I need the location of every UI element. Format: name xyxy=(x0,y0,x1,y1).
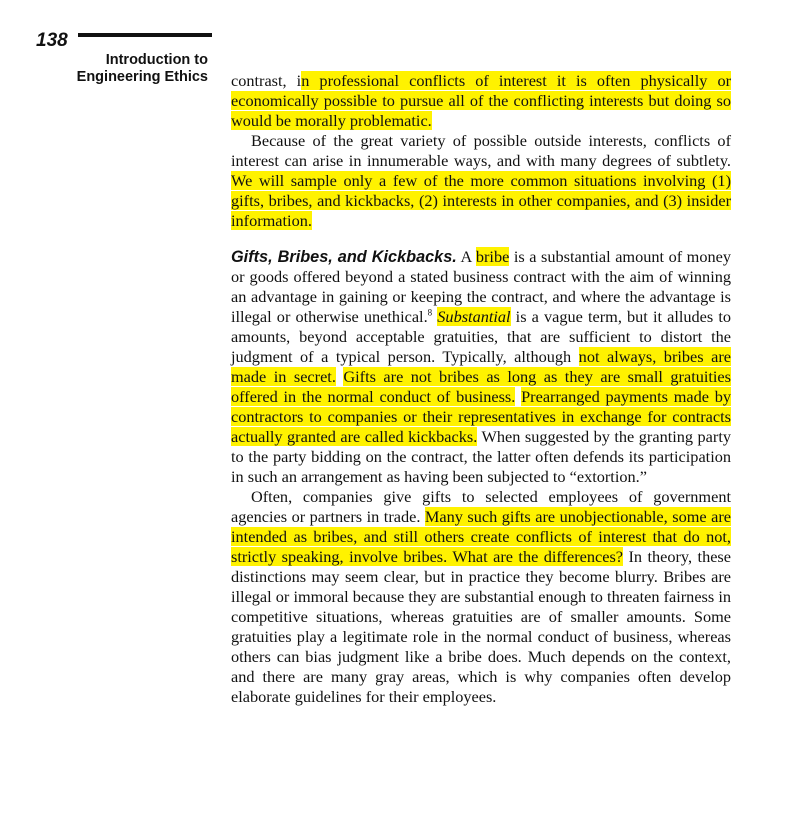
running-head-line-2: Engineering Ethics xyxy=(76,69,208,85)
text-run: Often, companies give gifts to selected employees of government agencies or partners in trade. xyxy=(231,487,731,526)
paragraph-4 xyxy=(231,487,731,707)
highlighted-text: n professional conflicts of interest it is often physically or economically possible to pursue all of the conflicting interests but doing so would be morally problematic. xyxy=(231,71,732,130)
header-rule xyxy=(78,33,212,37)
text-run: In theory, these distinctions may seem clear, but in practice they become blurry. Bribes are illegal or immoral because they are substantial enough to threaten fairness in competitive situations, whereas gratuities are of smaller amounts. Some gratuities play a legitimate role in the normal conduct of business, whereas others can bias judgment like a bribe does. Much depends on the context, and there are many gray areas, which is why companies often develop elaborate guidelines for their employees. xyxy=(231,547,731,706)
highlighted-text: Prearranged payments made by contractors to companies or their representatives in exchange for contracts actually granted are called kickbacks. xyxy=(231,387,732,446)
paragraph-1 xyxy=(231,71,731,131)
highlighted-term-substantial: Substantial xyxy=(437,307,511,326)
highlighted-text: not always, bribes are made in secret. xyxy=(231,347,731,386)
section-heading: Gifts, Bribes, and Kickbacks. xyxy=(231,248,457,266)
running-head xyxy=(77,52,208,86)
text-run: contrast, i xyxy=(231,71,302,90)
text-run: When suggested by the granting party to the party bidding on the contract, the latter often defends its participation in such an arrangement as having been subjected to “extortion.” xyxy=(231,427,731,486)
highlighted-term-bribe: bribe xyxy=(475,247,510,266)
text-run: Because of the great variety of possible outside interests, conflicts of interest can arise in innumerable ways, and with many degrees of subtlety. xyxy=(231,131,731,170)
footnote-marker: 8 xyxy=(427,307,433,318)
highlighted-text: We will sample only a few of the more common situations involving (1) gifts, bribes, and kickbacks, (2) interests in other companies, and (3) insider information. xyxy=(231,171,731,230)
paragraph-2 xyxy=(231,131,731,231)
page-number: 138 xyxy=(36,30,68,51)
highlighted-text: Gifts are not bribes as long as they are small gratuities offered in the normal conduct of business. xyxy=(231,367,731,406)
text-run: A xyxy=(456,247,476,266)
body-text xyxy=(231,71,731,707)
text-run: is a vague term, but it alludes to amounts, beyond acceptable gratuities, that are sufficient to distort the judgment of a typical person. Typically, although xyxy=(231,307,732,366)
paragraph-3 xyxy=(231,247,731,487)
next-line-cutoff xyxy=(231,811,731,815)
highlighted-text: Many such gifts are unobjectionable, some are intended as bribes, and still others create conflicts of interest that do not, strictly speaking, involve bribes. What are the differences? xyxy=(231,507,731,566)
running-head-line-1: Introduction to xyxy=(105,52,208,68)
text-run: is a substantial amount of money or goods offered beyond a stated business contract with the aim of winning an advantage in gaining or keeping the contract, and where the advantage is illegal or otherwise unethical. xyxy=(231,247,731,326)
